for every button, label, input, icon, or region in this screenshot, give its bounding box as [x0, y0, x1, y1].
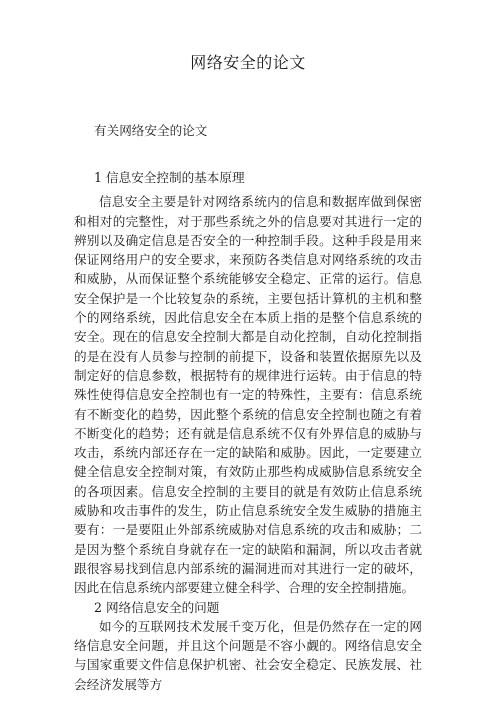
- section-2-paragraph: 如今的互联网技术发展千变万化，但是仍然存在一定的网络信息安全问题，并且这个问题是不容小觑的。网络信息安全与国家重要文件信息保护机密、社会安全稳定、民族发展、社会经济发展等方: [74, 618, 422, 692]
- section-1-paragraph: 信息安全主要是针对网络系统内的信息和数据库做到保密和相对的完整性，对于那些系统之外的信息要对其进行一定的辨别以及确定信息是否安全的一种控制手段。这种手段是用来保证网络用户的安全要求，来预防各类信息对网络系统的攻击和威胁，从而保证整个系统能够安全稳定、正常的运行。信息安全保护是一个比较复杂的系统，主要包括计算机的主机和整个的网络系统，因此信息安全在本质上指的是整个信息系统的安全。现在的信息安全控制大都是自动化控制，自动化控制指的是在没有人员参与控制的前提下，设备和装置依据原先以及制定好的信息参数，根据特有的规律进行运转。由于信息的特殊性使得信息安全控制也有一定的特殊性，主要有：信息系统有不断变化的趋势，因此整个系统的信息安全控制也随之有着不断变化的趋势；还有就是信息系统不仅有外界信息的威胁与攻击，系统内部还存在一定的缺陷和威胁。因此，一定要建立健全信息安全控制对策，有效防止那些构成威胁信息系统安全的各项因素。信息安全控制的主要目的就是有效防止信息系统威胁和攻击事件的发生，防止信息系统安全发生威胁的措施主要有：一是要阻止外部系统威胁对信息系统的攻击和威胁；二是因为整个系统自身就存在一定的缺陷和漏洞，所以攻击者就跟很容易找到信息内部系统的漏洞进而对其进行一定的破坏，因此在信息系统内部要建立健全科学、合理的安全控制措施。: [74, 194, 422, 596]
- section-1-heading: 1 信息安全控制的基本原理: [94, 170, 245, 185]
- document-title: 网络安全的论文: [190, 53, 306, 72]
- document-subtitle: 有关网络安全的论文: [94, 123, 208, 138]
- section-2-heading: 2 网络信息安全的问题: [94, 599, 220, 615]
